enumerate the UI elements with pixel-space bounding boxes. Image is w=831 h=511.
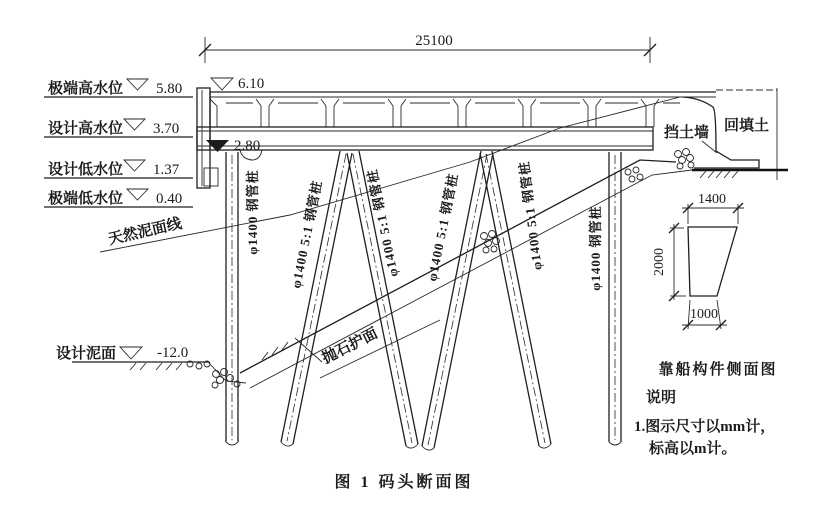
- pile-label: φ1400 钢管桩: [588, 205, 603, 291]
- water-levels: [44, 79, 193, 207]
- pile-label: φ1400 5:1 钢管桩: [288, 178, 325, 290]
- ground-hatch: [700, 171, 738, 178]
- water-level-row: [44, 189, 193, 207]
- detail-dim-bottom: 1000: [690, 307, 718, 322]
- riprap-label: 抛石护面: [319, 325, 381, 368]
- rubble-cluster: [675, 149, 695, 170]
- pile-label: φ1400 5:1 钢管桩: [424, 171, 461, 283]
- design-mud-elevation: -12.0: [157, 345, 189, 361]
- pile-1-vertical: [226, 152, 238, 445]
- pile-label: φ1400 5:1 钢管桩: [364, 167, 401, 279]
- deck-top-elevation: 6.10: [238, 76, 265, 92]
- retaining-wall-leader: [702, 141, 717, 153]
- retaining-wall-label: 挡土墙: [664, 125, 710, 141]
- berthing-member-shape: [688, 227, 737, 296]
- note-line: 1.图示尺寸以mm计，: [634, 419, 776, 435]
- water-level-value: 0.40: [156, 191, 183, 207]
- water-level-row: [44, 160, 193, 178]
- water-level-symbol: [127, 189, 148, 200]
- berthing-member-detail: [652, 192, 778, 378]
- elevation-symbol: [211, 78, 233, 90]
- water-level-symbol: [127, 79, 148, 90]
- pile-4-battered: [422, 151, 493, 450]
- water-level-label: 极端低水位: [48, 191, 124, 207]
- water-level-symbol: [124, 119, 145, 130]
- piles: [226, 151, 621, 450]
- pile-label: φ1400 钢管桩: [245, 169, 260, 255]
- water-level-value: 3.70: [153, 121, 180, 137]
- pile-5-battered: [480, 151, 551, 448]
- notes-heading: 说明: [646, 390, 677, 406]
- water-level-symbol: [124, 160, 145, 171]
- backfill-label: 回填土: [724, 118, 770, 134]
- pile-label: φ1400 5:1 钢管桩: [516, 160, 545, 272]
- water-level-value: 1.37: [153, 162, 180, 178]
- water-level-label: 设计低水位: [48, 162, 124, 178]
- elevation-symbol: [120, 347, 142, 359]
- detail-caption: 靠船构件侧面图: [658, 362, 778, 378]
- pile-6-vertical: [609, 152, 621, 445]
- fender-member: [197, 88, 218, 188]
- notes: [634, 388, 775, 457]
- deck: [197, 92, 716, 160]
- water-level-label: 极端高水位: [48, 81, 124, 97]
- design-mud-label: 设计泥面: [56, 346, 117, 362]
- detail-dim-height: 2000: [652, 248, 667, 276]
- top-dimension: [199, 33, 656, 63]
- water-level-row: [44, 79, 193, 97]
- deck-elevation-markers: [206, 76, 264, 154]
- deck-width-dimension: 25100: [415, 33, 453, 49]
- figure-caption: 图 1 码头断面图: [334, 474, 474, 491]
- water-level-row: [44, 119, 193, 137]
- note-line: 标高以m计。: [649, 441, 737, 457]
- water-level-value: 5.80: [156, 81, 183, 97]
- deck-soffit-elevation: 2.80: [234, 138, 261, 154]
- detail-dim-top: 1400: [698, 192, 726, 207]
- rubble-cluster: [625, 167, 643, 182]
- water-level-label: 设计高水位: [48, 121, 124, 137]
- natural-mud-line-label: 天然泥面线: [106, 215, 184, 249]
